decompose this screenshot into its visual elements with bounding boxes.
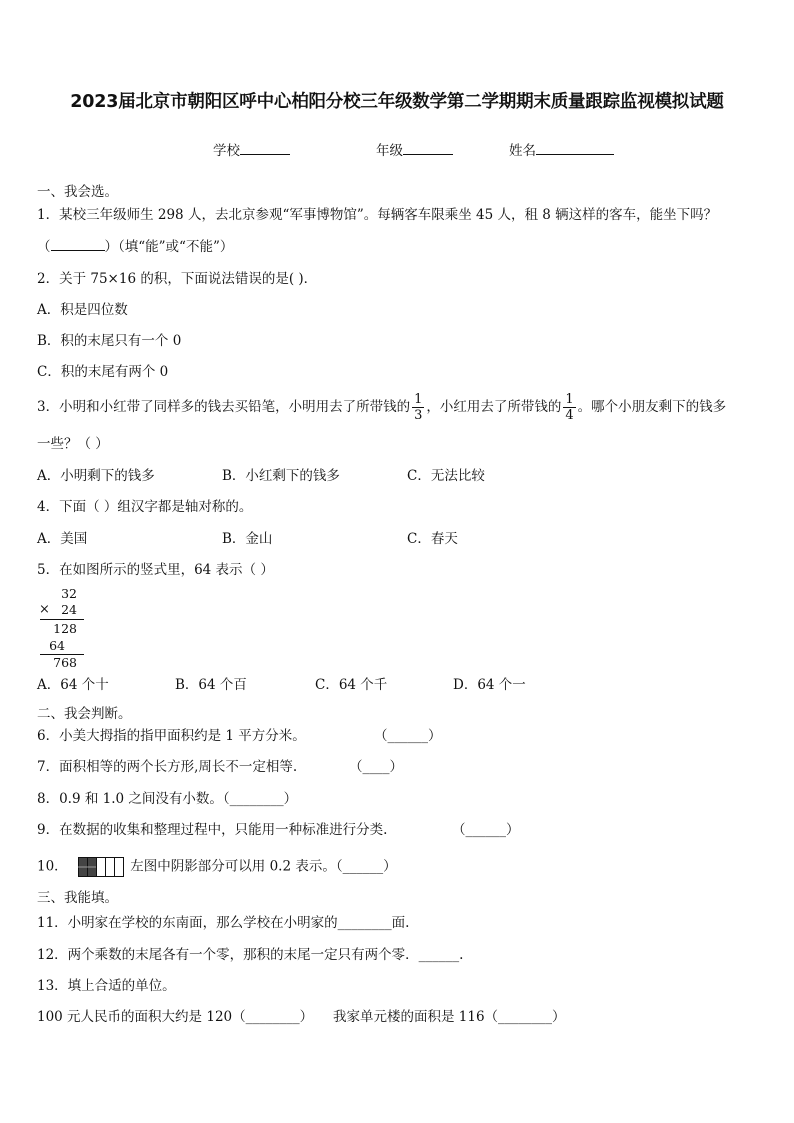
school-field — [213, 141, 290, 160]
q5-option-b[interactable]: B．64 个百 — [175, 677, 247, 693]
q3-f1-denominator: 3 — [414, 408, 423, 423]
q4-option-b[interactable]: B．金山 — [222, 531, 273, 547]
name-label: 姓名 — [509, 143, 536, 159]
q7-answer-blank[interactable]: （____） — [349, 759, 403, 775]
q4-option-c[interactable]: C．春天 — [407, 531, 458, 547]
vertical-multiplication — [37, 586, 87, 672]
name-field — [509, 141, 614, 160]
q2-option-b[interactable]: B．积的末尾只有一个 0 — [37, 333, 182, 349]
q3-part2: ，小红用去了所带钱的 — [426, 399, 562, 415]
q10-number: 10． — [37, 858, 68, 875]
q4-option-a[interactable]: A．美国 — [37, 531, 88, 547]
q3-option-b[interactable]: B．小红剩下的钱多 — [222, 468, 340, 484]
q5-option-c[interactable]: C．64 个千 — [315, 677, 388, 693]
q3-fraction-2 — [563, 392, 575, 423]
partial-product-2: 64 — [49, 638, 65, 653]
q2-text: 2．关于 75×16 的积，下面说法错误的是( )． — [37, 271, 318, 287]
q6-answer-blank[interactable]: （______） — [374, 728, 442, 744]
grade-field — [376, 141, 453, 160]
q3-fraction-1 — [412, 392, 424, 423]
shaded-grid-figure — [78, 857, 124, 877]
q10-text: 左图中阴影部分可以用 0.2 表示。（______） — [130, 858, 397, 875]
q3-part3: 。哪个小朋友剩下的钱多 — [577, 399, 727, 415]
school-blank[interactable] — [240, 141, 290, 155]
q3-part1: 3．小明和小红带了同样多的钱去买铅笔，小明用去了所带钱的 — [37, 399, 411, 415]
q8-text: 8．0.9 和 1.0 之间没有小数。（________） — [37, 791, 298, 807]
grid-cell-3 — [96, 858, 105, 877]
page-title: 2023届北京市朝阳区呼中心柏阳分校三年级数学第二学期期末质量跟踪监视模拟试题 — [70, 92, 724, 112]
q1-text: 1．某校三年级师生 298 人，去北京参观“军事博物馆”。每辆客车限乘坐 45 人，租 8 辆这样的客车，能坐下吗？ — [37, 207, 718, 223]
q3-f2-denominator: 4 — [565, 408, 574, 423]
section-2-heading: 二、我会判断。 — [37, 706, 132, 722]
grid-cell-5 — [114, 858, 123, 877]
q1-paren-open: （ — [37, 239, 51, 255]
q11-text: 11．小明家在学校的东南面，那么学校在小明家的________面. — [37, 915, 410, 931]
name-blank[interactable] — [536, 141, 614, 155]
q5-text: 5．在如图所示的竖式里，64 表示（ ） — [37, 562, 274, 578]
grid-cell-4 — [105, 858, 114, 877]
grade-label: 年级 — [376, 143, 403, 159]
q13-text: 13．填上合适的单位。 — [37, 978, 176, 994]
q5-option-d[interactable]: D．64 个一 — [453, 677, 526, 693]
q3-line2: 一些？（ ） — [37, 436, 109, 452]
q4-text: 4．下面（ ）组汉字都是轴对称的。 — [37, 499, 253, 515]
q3-f1-numerator: 1 — [414, 392, 423, 407]
times-sign: × — [39, 602, 50, 617]
section-3-heading: 三、我能填。 — [37, 890, 118, 906]
q3-text — [37, 390, 726, 424]
q9-answer-blank[interactable]: （______） — [452, 822, 520, 838]
product: 768 — [53, 655, 77, 670]
q12-text: 12．两个乘数的末尾各有一个零，那积的末尾一定只有两个零．______. — [37, 947, 464, 963]
q1-hint: ）（填“能”或“不能”） — [104, 239, 234, 255]
q3-option-a[interactable]: A．小明剩下的钱多 — [37, 468, 155, 484]
q2-option-a[interactable]: A．积是四位数 — [37, 302, 128, 318]
q10-row — [37, 857, 397, 877]
q1-answer — [37, 237, 233, 256]
q9-text: 9．在数据的收集和整理过程中，只能用一种标准进行分类. — [37, 822, 388, 838]
partial-product-1: 128 — [53, 621, 77, 636]
section-1-heading: 一、我会选。 — [37, 184, 118, 200]
q6-text: 6．小美大拇指的指甲面积约是 1 平方分米。 — [37, 728, 306, 744]
multiplier: 24 — [61, 602, 77, 617]
q13-right-blank[interactable]: 我家单元楼的面积是 116（________） — [333, 1009, 566, 1025]
grade-blank[interactable] — [403, 141, 453, 155]
rule-1 — [40, 619, 84, 620]
q2-option-c[interactable]: C．积的末尾有两个 0 — [37, 364, 169, 380]
multiplicand: 32 — [61, 586, 77, 601]
q3-f2-numerator: 1 — [565, 392, 574, 407]
q3-option-c[interactable]: C．无法比较 — [407, 468, 485, 484]
q13-left-blank[interactable]: 100 元人民币的面积大约是 120（________） — [37, 1009, 314, 1025]
school-label: 学校 — [213, 143, 240, 159]
q7-text: 7．面积相等的两个长方形,周长不一定相等. — [37, 759, 298, 775]
q1-blank[interactable] — [51, 237, 105, 251]
q5-option-a[interactable]: A．64 个十 — [37, 677, 109, 693]
